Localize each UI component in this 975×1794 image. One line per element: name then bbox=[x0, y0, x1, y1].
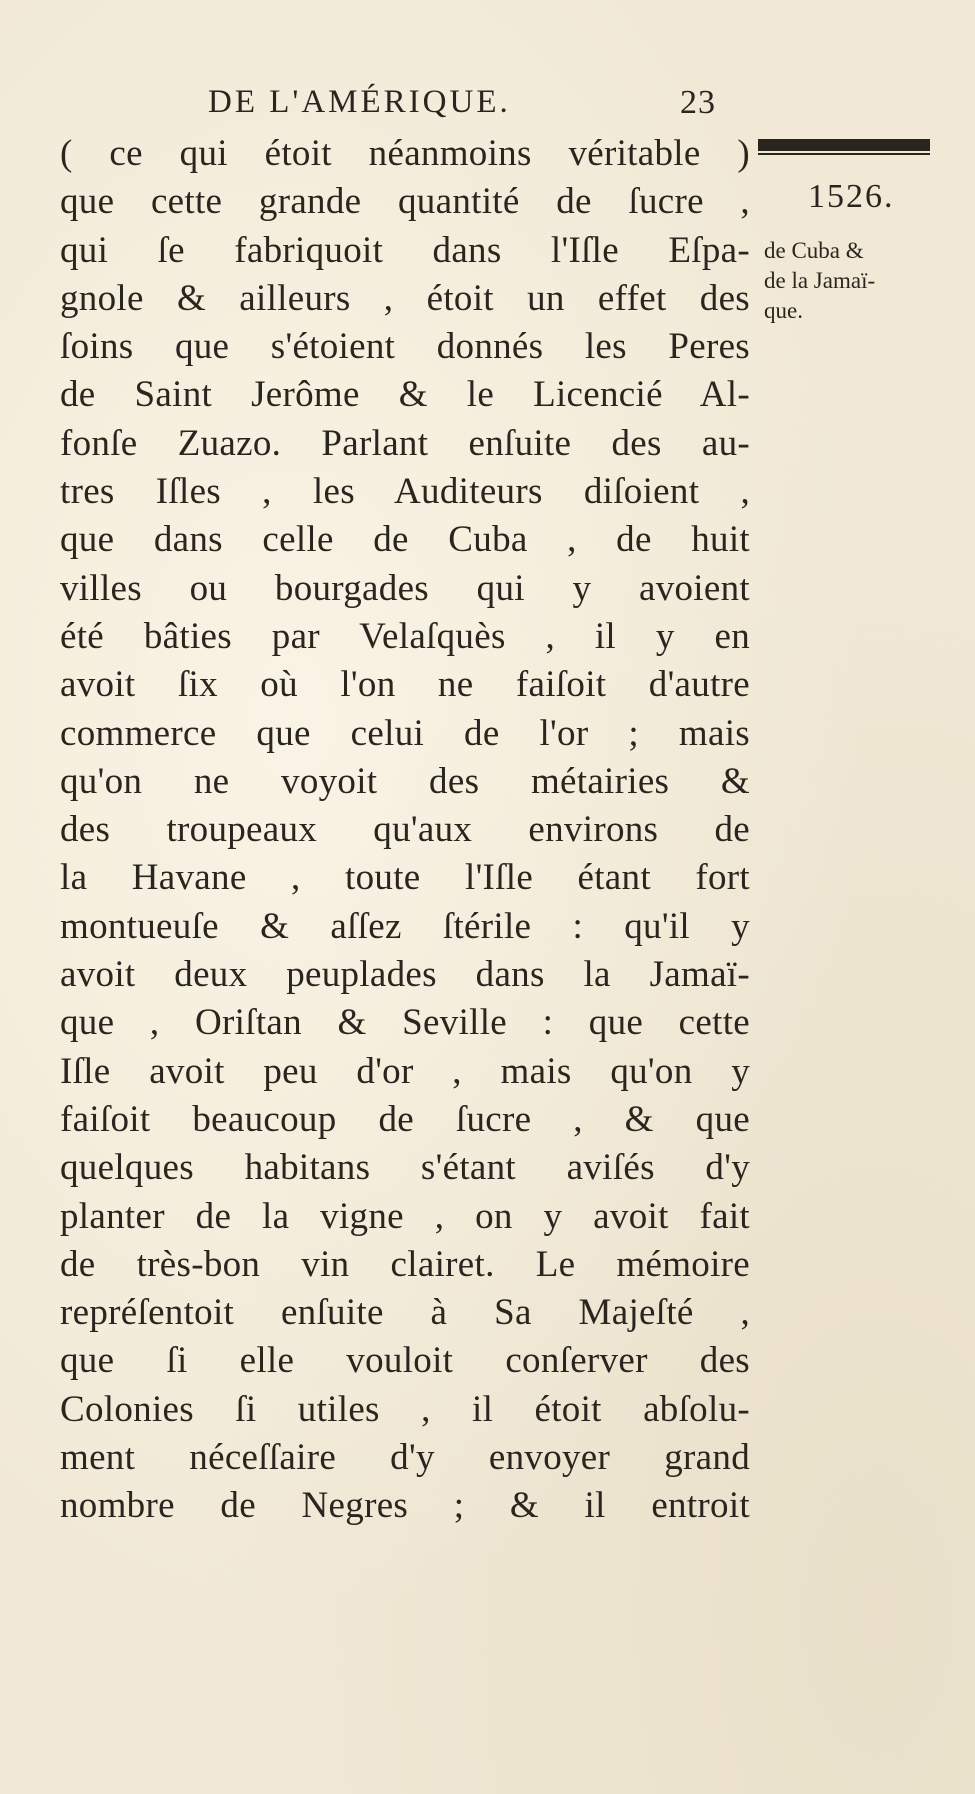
margin-year: 1526. bbox=[808, 178, 895, 215]
text-line: de Saint Jerôme & le Licencié Al- bbox=[60, 374, 750, 416]
margin-note-line: de la Jamaï- bbox=[764, 268, 876, 293]
text-line: nombre de Negres ; & il entroit bbox=[60, 1485, 750, 1527]
text-line: montueuſe & aſſez ſtérile : qu'il y bbox=[60, 905, 750, 947]
text-line: faiſoit beaucoup de ſucre , & que bbox=[60, 1098, 750, 1140]
margin-note-line: de Cuba & bbox=[764, 238, 864, 263]
text-line: quelques habitans s'étant aviſés d'y bbox=[60, 1147, 750, 1189]
text-line: planter de la vigne , on y avoit fait bbox=[60, 1195, 750, 1237]
body-text bbox=[60, 130, 750, 1531]
text-line: que ſi elle vouloit conſerver des bbox=[60, 1340, 750, 1382]
text-line: qui ſe fabriquoit dans l'Iſle Eſpa- bbox=[60, 229, 750, 271]
text-line: ( ce qui étoit néanmoins véritable ) bbox=[60, 133, 750, 174]
text-line: ment néceſſaire d'y envoyer grand bbox=[60, 1437, 750, 1479]
text-line: tres Iſles , les Auditeurs diſoient , bbox=[60, 471, 750, 513]
text-line: Iſle avoit peu d'or , mais qu'on y bbox=[60, 1050, 750, 1092]
text-line: gnole & ailleurs , étoit un effet des bbox=[60, 277, 750, 319]
text-line: que , Oriſtan & Seville : que cette bbox=[60, 1002, 750, 1044]
running-head: DE L'AMÉRIQUE. bbox=[208, 84, 511, 120]
text-line: ſoins que s'étoient donnés les Peres bbox=[60, 326, 750, 368]
text-line: avoit deux peuplades dans la Jamaï- bbox=[60, 954, 750, 996]
text-line: que dans celle de Cuba , de huit bbox=[60, 519, 750, 561]
page-header bbox=[208, 78, 728, 124]
text-line: été bâties par Velaſquès , il y en bbox=[60, 615, 750, 657]
margin-rule bbox=[758, 139, 930, 151]
text-line: la Havane , toute l'Iſle étant fort bbox=[60, 857, 750, 899]
text-line: que cette grande quantité de ſucre , bbox=[60, 181, 750, 223]
text-line: qu'on ne voyoit des métairies & bbox=[60, 760, 750, 802]
text-line: avoit ſix où l'on ne faiſoit d'autre bbox=[60, 664, 750, 706]
text-line: Colonies ſi utiles , il étoit abſolu- bbox=[60, 1388, 750, 1430]
page-number: 23 bbox=[680, 84, 716, 121]
margin-note bbox=[764, 236, 944, 326]
text-line: repréſentoit enſuite à Sa Majeſté , bbox=[60, 1292, 750, 1334]
text-line: de très-bon vin clairet. Le mémoire bbox=[60, 1243, 750, 1285]
text-line: fonſe Zuazo. Parlant enſuite des au- bbox=[60, 422, 750, 464]
margin-note-line: que. bbox=[764, 298, 803, 323]
text-line: commerce que celui de l'or ; mais bbox=[60, 712, 750, 754]
text-line: des troupeaux qu'aux environs de bbox=[60, 809, 750, 851]
text-line: villes ou bourgades qui y avoient bbox=[60, 567, 750, 609]
